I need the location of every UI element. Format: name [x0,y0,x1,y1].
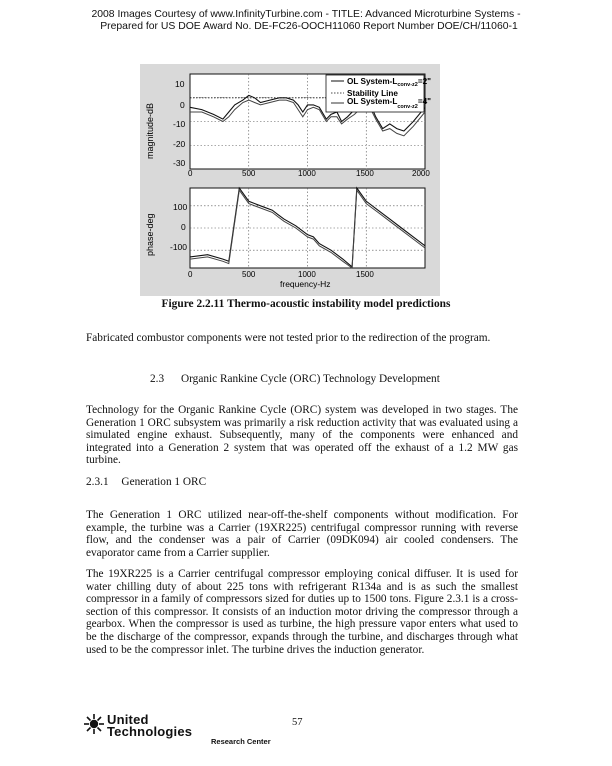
top-xtick-3: 1500 [356,169,374,178]
top-xtick-0: 0 [188,169,193,178]
figure-svg [140,64,440,296]
top-ylabel: magnitude-dB [145,102,155,159]
figure-caption: Figure 2.2.11 Thermo-acoustic instability model predictions [161,298,451,310]
page-number: 57 [292,717,303,728]
figure-2-2-11 [140,64,440,296]
logo-burst-icon [83,713,105,735]
top-ytick-0: 10 [175,79,185,89]
top-ytick-2: -10 [173,119,186,129]
top-xtick-2: 1000 [298,169,316,178]
legend-entry-1: OL System-$L_{conv-z2}=2$" [347,77,432,88]
bottom-xlabel: frequency-Hz [280,279,331,289]
top-xtick-1: 500 [242,169,256,178]
bottom-xtick-2: 1000 [298,270,316,279]
logo-line-1: United [107,712,149,727]
bottom-ytick-1: 0 [181,222,186,232]
section-2-3-title: Organic Rankine Cycle (ORC) Technology Development [180,373,440,385]
paragraph-4: The 19XR225 is a Carrier centrifugal compressor employing conical diffuser. It is used for water chilling duty of about 225 tons with refrigerant R134a and is as such the smallest compressor in a family of compressors sized for duties up to 1500 tons. Figure 2.3.1 is a cross-section of this compressor. It consists of an induction motor driving the compressor through a gearbox. When the compressor is used as turbine, the high pressure vapor enters what used to be the discharge of the compressor, expands through the turbine, and discharges through what used to be the compressor inlet. The turbine drives the induction generator. [86,568,518,656]
header-line-1: 2008 Images Courtesy of www.InfinityTurbine.com - TITLE: Advanced Microturbine Systems - [91,9,521,20]
top-ytick-4: -30 [173,158,186,168]
logo-line-2: Technologies [107,724,193,739]
paragraph-2: Technology for the Organic Rankine Cycle (ORC) system was developed in two stages. The Generation 1 ORC subsystem was primarily a risk reduction activity that was evaluated using a simulated engine exhaust. Subsequently, many of the components were enhanced and integrated into a Generation 2 system that was operated off the exhaust of a 1.2 MW gas turbine. [86,404,518,467]
top-ytick-1: 0 [180,100,185,110]
paragraph-1: Fabricated combustor components were not tested prior to the redirection of the program. [86,332,491,344]
research-center-label: Research Center [211,737,271,746]
united-technologies-logo [83,712,193,740]
top-xtick-4: 2000 [412,169,430,178]
legend-entry-2: Stability Line [347,89,398,98]
section-2-3-1-title: Generation 1 ORC [121,476,207,488]
section-2-3-1-heading [86,476,206,488]
logo-text [107,714,192,738]
top-legend [326,75,431,112]
bottom-ytick-0: 100 [173,202,188,212]
bottom-ylabel: phase-deg [145,213,155,256]
bottom-ytick-2: -100 [170,242,188,252]
legend-entry-3: OL System-$L_{conv-z2}=4$" [347,97,432,110]
bottom-xtick-1: 500 [242,270,256,279]
paragraph-3: The Generation 1 ORC utilized near-off-the-shelf components without modification. For example, the turbine was a Carrier (19XR225) centrifugal compressor running with reverse flow, and the condenser was a pair of Carrier (09DK094) air cooled condensers. The evaporator came from a Carrier supplier. [86,509,518,559]
page-header [70,9,542,33]
section-2-3-1-number: 2.3.1 [86,476,109,488]
section-2-3-heading [150,373,440,385]
section-2-3-number: 2.3 [150,373,165,385]
top-ytick-3: -20 [173,139,186,149]
bottom-xtick-0: 0 [188,270,193,279]
bottom-xtick-3: 1500 [356,270,374,279]
header-line-2: Prepared for US DOE Award No. DE-FC26-OOCH11060 Report Number DOE/CH/11060-1 [100,21,518,32]
